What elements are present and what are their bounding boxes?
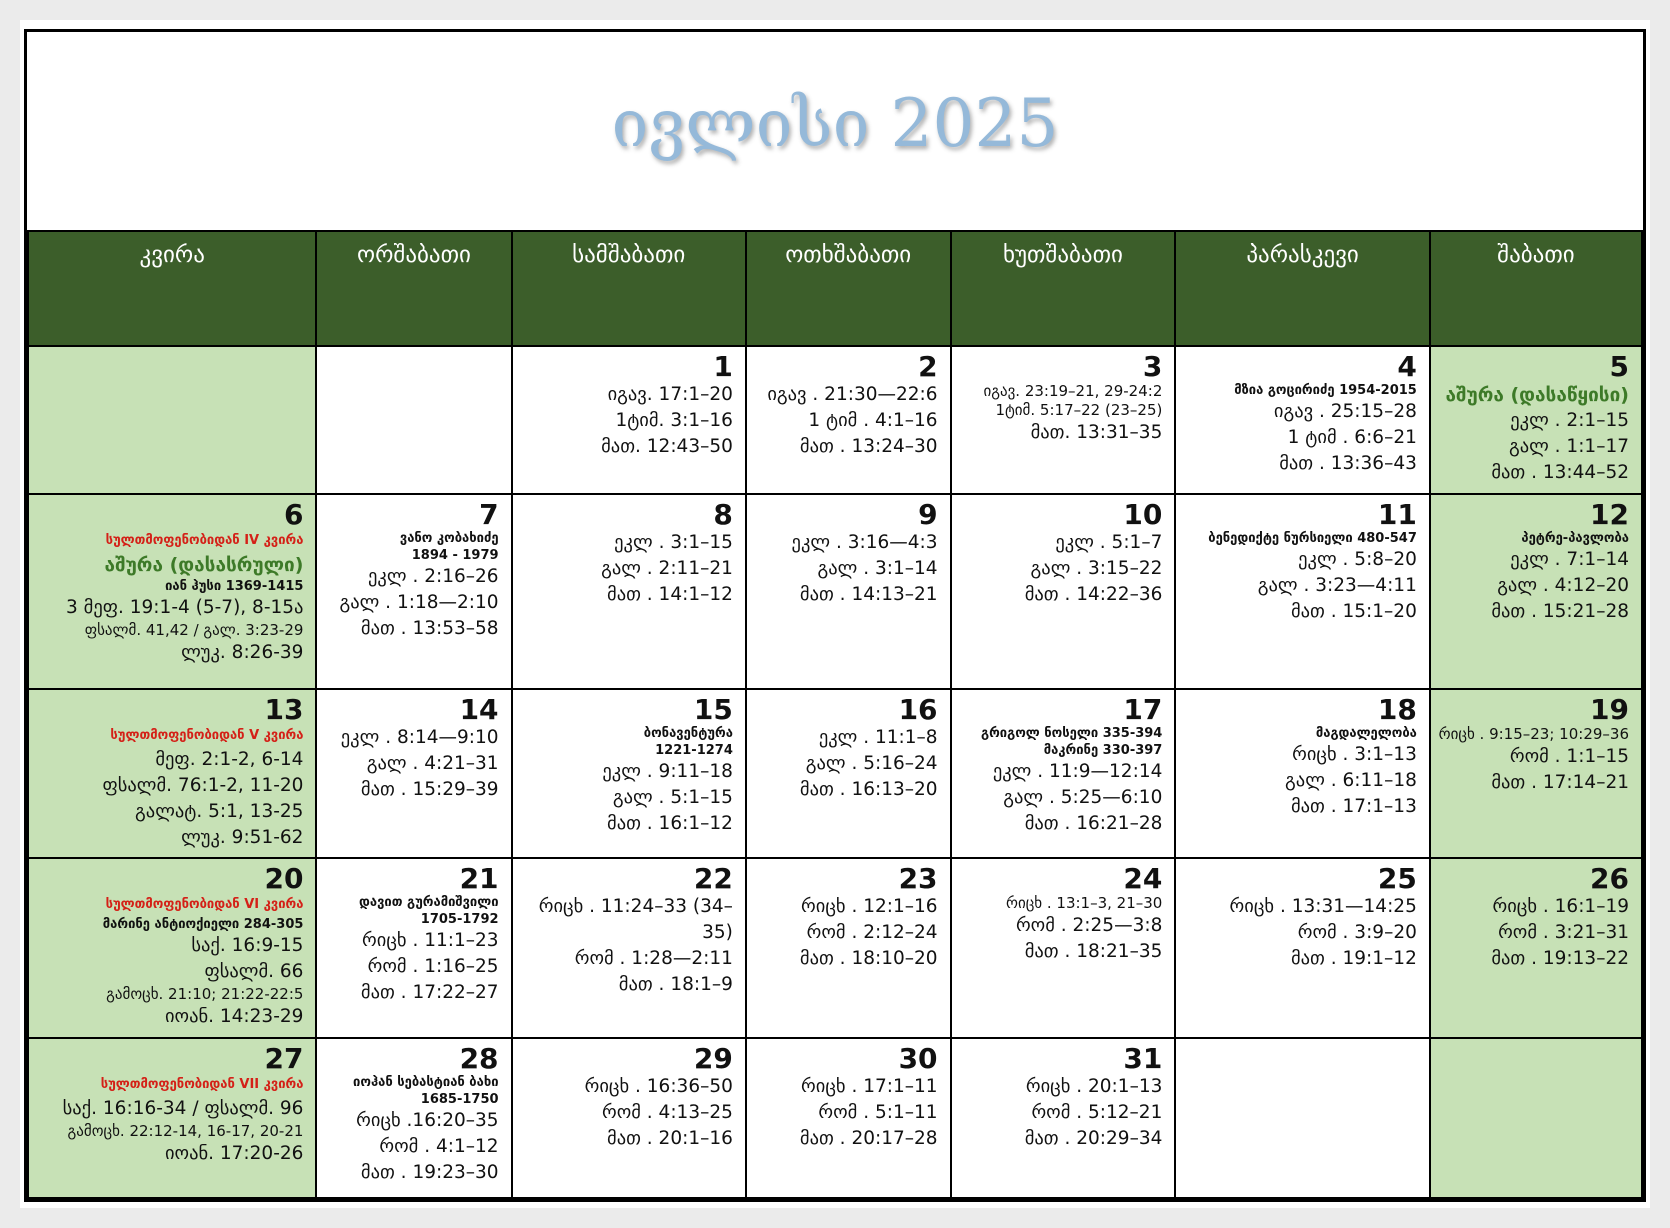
day-cell — [746, 346, 951, 494]
reading-line: ეკლ . 2:1–15 — [1510, 410, 1629, 431]
reading-line: რიცხ . 11:24–33 (34–35) — [538, 896, 733, 944]
day-cell — [1430, 689, 1642, 858]
day-number: 28 — [459, 1041, 499, 1075]
day-cell — [512, 346, 746, 494]
day-number: 22 — [693, 862, 733, 896]
day-number: 16 — [898, 692, 938, 726]
commemoration-label: 1221-1274 — [655, 742, 733, 758]
reading-line: რიცხ . 16:36–50 — [584, 1075, 733, 1097]
day-cell — [316, 494, 511, 689]
day-cell — [316, 858, 511, 1038]
reading-line: ფსალმ. 76:1-2, 11-20 — [102, 774, 304, 796]
reading-line: იგავ. 17:1–20 — [607, 384, 733, 405]
reading-line: მათ . 14:1–12 — [607, 583, 733, 605]
day-cell — [951, 346, 1176, 494]
reading-line: რომ . 2:25—3:8 — [1015, 915, 1163, 937]
reading-line: მათ . 17:22–27 — [360, 982, 499, 1004]
day-cell — [1175, 858, 1430, 1038]
reading-line: 1 ტიმ . 6:6–21 — [1287, 427, 1417, 448]
commemoration-label: იოჰან სებასტიან ბახი — [353, 1074, 499, 1090]
week-row — [28, 689, 1642, 858]
day-cell — [512, 858, 746, 1038]
reading-line: 1ტიმ. 5:17–22 (23–25) — [995, 401, 1163, 419]
title-band — [27, 32, 1643, 230]
reading-line: მათ . 20:17–28 — [799, 1127, 938, 1149]
day-number: 3 — [1142, 350, 1163, 383]
reading-line: ეკლ . 3:16—4:3 — [791, 531, 938, 553]
reading-line: მათ . 14:13–21 — [799, 583, 938, 605]
day-cell — [951, 858, 1176, 1038]
reading-line: გალ . 5:16–24 — [805, 752, 938, 774]
reading-line: გალ . 1:1–17 — [1508, 436, 1629, 457]
day-cell — [1175, 689, 1430, 858]
day-cell — [316, 1038, 511, 1198]
reading-line: მათ . 16:21–28 — [1024, 812, 1163, 834]
reading-line: იოან. 17:20-26 — [164, 1142, 304, 1164]
reading-line: ეკლ . 11:1–8 — [818, 726, 938, 748]
commemoration-label: 1894 - 1979 — [411, 547, 499, 563]
reading-line: მათ . 15:1–20 — [1291, 600, 1417, 622]
reading-line: რიცხ . 9:15–23; 10:29–36 — [1438, 724, 1629, 743]
reading-line: მათ . 19:1–12 — [1291, 948, 1417, 970]
reading-line: გალატ. 5:1, 13-25 — [135, 800, 304, 822]
reading-line: 3 მეფ. 19:1-4 (5-7), 8-15ა — [66, 596, 304, 618]
reading-line: ეკლ . 9:11–18 — [602, 760, 733, 782]
reading-line: საქ. 16:9-15 — [191, 935, 304, 957]
day-number: 17 — [1123, 692, 1163, 726]
day-cell — [1430, 1038, 1642, 1198]
reading-line: ფსალმ. 41,42 / გალ. 3:23-29 — [84, 620, 304, 639]
day-number: 6 — [283, 497, 304, 531]
day-cell — [1430, 494, 1642, 689]
observance-label: აშურა (დასაწყისი) — [1445, 384, 1629, 406]
day-number: 9 — [918, 497, 938, 531]
day-cell — [1175, 1038, 1430, 1198]
reading-line: რომ . 3:9–20 — [1297, 922, 1417, 944]
commemoration-label: მაკრინე 330-397 — [1043, 742, 1163, 758]
reading-line: რიცხ . 12:1–16 — [801, 896, 938, 918]
weekday-header-row — [28, 231, 1642, 346]
reading-line: გამოცხ. 21:10; 21:22-22:5 — [106, 985, 304, 1004]
season-label: სულთმოფენობიდან IV კვირა — [105, 532, 304, 548]
reading-line: ეკლ . 5:1–7 — [1055, 531, 1163, 553]
commemoration-label: დავით გურამიშვილი — [359, 895, 499, 911]
day-cell — [1430, 346, 1642, 494]
reading-line: მეფ. 2:1-2, 6-14 — [155, 748, 304, 770]
day-number: 1 — [713, 350, 733, 383]
day-cell — [512, 494, 746, 689]
reading-line: რომ . 3:21–31 — [1498, 922, 1629, 944]
day-cell — [746, 1038, 951, 1198]
day-cell — [512, 1038, 746, 1198]
reading-line: ლუკ. 9:51-62 — [181, 826, 304, 848]
week-row — [28, 494, 1642, 689]
commemoration-label: ბენედიქტე ნურსიელი 480-547 — [1208, 530, 1417, 546]
day-number: 15 — [693, 692, 733, 726]
day-number: 2 — [918, 350, 938, 383]
month-title: ივლისი 2025 — [611, 84, 1059, 162]
reading-line: მათ. 12:43–50 — [601, 436, 733, 457]
day-cell — [746, 494, 951, 689]
week-row — [28, 858, 1642, 1038]
reading-line: ეკლ . 2:16–26 — [368, 565, 499, 587]
reading-line: იგავ. 23:19–21, 29-24:2 — [983, 382, 1163, 400]
reading-line: 1 ტიმ . 4:1–16 — [808, 410, 938, 431]
reading-line: გალ . 3:23—4:11 — [1257, 574, 1417, 596]
day-cell — [28, 346, 316, 494]
reading-line: მათ . 13:44–52 — [1491, 462, 1629, 483]
reading-line: რიცხ . 20:1–13 — [1025, 1075, 1163, 1097]
weekday-header: სამშაბათი — [512, 231, 746, 346]
day-cell — [951, 1038, 1176, 1198]
calendar-page — [20, 20, 1650, 1208]
day-number: 25 — [1377, 862, 1417, 896]
day-number: 12 — [1590, 497, 1629, 531]
reading-line: რომ . 1:28—2:11 — [574, 948, 733, 970]
day-number: 21 — [459, 862, 499, 896]
reading-line: მათ . 19:23–30 — [360, 1161, 499, 1183]
reading-line: ეკლ . 7:1–14 — [1510, 548, 1629, 570]
reading-line: მათ . 16:1–12 — [607, 812, 733, 834]
day-cell — [512, 689, 746, 858]
day-cell — [1175, 494, 1430, 689]
day-cell — [951, 494, 1176, 689]
reading-line: გალ . 5:1–15 — [612, 786, 733, 808]
reading-line: გალ . 3:1–14 — [817, 557, 938, 579]
weekday-header: კვირა — [28, 231, 316, 346]
reading-line: რომ . 2:12–24 — [806, 922, 938, 944]
reading-line: საქ. 16:16-34 / ფსალმ. 96 — [62, 1097, 304, 1119]
day-number: 7 — [479, 497, 499, 531]
reading-line: მათ . 16:13–20 — [799, 778, 938, 800]
day-number: 24 — [1123, 862, 1163, 896]
season-label: სულთმოფენობიდან VII კვირა — [100, 1076, 304, 1092]
day-number: 23 — [898, 862, 938, 896]
reading-line: რიცხ . 13:31—14:25 — [1229, 896, 1417, 918]
day-number: 20 — [264, 862, 304, 896]
season-label: სულთმოფენობიდან V კვირა — [110, 727, 304, 743]
reading-line: რიცხ . 13:1–3, 21–30 — [1006, 894, 1163, 913]
reading-line: რიცხ . 16:1–19 — [1492, 896, 1629, 918]
day-number: 29 — [693, 1041, 733, 1075]
day-number: 30 — [898, 1041, 938, 1075]
reading-line: მათ . 13:36–43 — [1279, 453, 1417, 474]
day-number: 4 — [1397, 350, 1417, 383]
day-number: 11 — [1377, 497, 1417, 531]
weekday-header: ხუთშაბათი — [951, 231, 1176, 346]
day-cell — [1430, 858, 1642, 1038]
reading-line: ეკლ . 8:14—9:10 — [340, 726, 499, 748]
reading-line: მათ . 13:53–58 — [360, 617, 499, 639]
commemoration-label: ბონავენტურა — [643, 725, 733, 741]
day-number: 13 — [264, 692, 304, 726]
reading-line: რიცხ . 11:1–23 — [362, 930, 499, 952]
reading-line: მათ . 17:1–13 — [1291, 795, 1417, 817]
reading-line: რიცხ . 17:1–11 — [801, 1075, 938, 1097]
day-number: 10 — [1123, 497, 1163, 531]
day-cell — [316, 689, 511, 858]
day-cell — [28, 494, 316, 689]
reading-line: რომ . 5:12–21 — [1031, 1101, 1163, 1123]
weekday-header: ორშაბათი — [316, 231, 511, 346]
weekday-header: პარასკევი — [1175, 231, 1430, 346]
reading-line: მათ . 15:21–28 — [1491, 600, 1629, 622]
day-number: 8 — [713, 497, 733, 531]
day-cell — [746, 858, 951, 1038]
reading-line: რომ . 1:16–25 — [367, 956, 499, 978]
reading-line: რომ . 1:1–15 — [1509, 745, 1629, 767]
reading-line: მათ . 20:1–16 — [607, 1127, 733, 1149]
season-label: სულთმოფენობიდან VI კვირა — [105, 897, 304, 913]
calendar-frame — [24, 29, 1646, 1202]
day-number: 19 — [1590, 692, 1629, 726]
reading-line: იგავ . 21:30—22:6 — [767, 384, 938, 405]
reading-line: რომ . 4:1–12 — [379, 1135, 499, 1157]
day-cell — [28, 858, 316, 1038]
reading-line: გამოცხ. 22:12-14, 16-17, 20-21 — [67, 1121, 304, 1140]
reading-line: ლუკ. 8:26-39 — [181, 641, 304, 663]
commemoration-label: მაგდალელობა — [1315, 725, 1417, 741]
day-number: 5 — [1609, 350, 1629, 383]
reading-line: მათ . 15:29–39 — [360, 778, 499, 800]
day-number: 14 — [459, 692, 499, 726]
reading-line: ფსალმ. 66 — [204, 961, 304, 983]
reading-line: იგავ . 25:15–28 — [1273, 401, 1417, 422]
reading-line: მათ. 13:31–35 — [1030, 422, 1163, 443]
day-number: 18 — [1377, 692, 1417, 726]
day-cell — [951, 689, 1176, 858]
reading-line: მათ . 17:14–21 — [1491, 771, 1629, 793]
reading-line: რიცხ . 3:1–13 — [1292, 743, 1417, 765]
commemoration-label: მზია გოცირიძე 1954-2015 — [1234, 383, 1417, 398]
day-cell — [1175, 346, 1430, 494]
week-row — [28, 1038, 1642, 1198]
observance-label: აშურა (დასასრული) — [104, 553, 304, 576]
day-number: 31 — [1123, 1041, 1163, 1075]
day-number: 26 — [1590, 862, 1629, 896]
day-number: 27 — [264, 1041, 304, 1075]
reading-line: რიცხ .16:20–35 — [356, 1109, 499, 1131]
commemoration-label: 1705-1792 — [420, 912, 499, 928]
commemoration-label: პეტრე-პავლობა — [1521, 530, 1629, 546]
day-cell — [28, 1038, 316, 1198]
commemoration-label: 1685-1750 — [420, 1091, 499, 1107]
weekday-header: ოთხშაბათი — [746, 231, 951, 346]
commemoration-label: გრიგოლ ნოსელი 335-394 — [981, 725, 1163, 741]
reading-line: მათ . 18:1–9 — [618, 974, 733, 996]
reading-line: გალ . 2:11–21 — [601, 557, 733, 579]
reading-line: იოან. 14:23-29 — [164, 1006, 304, 1028]
reading-line: ეკლ . 11:9—12:14 — [992, 760, 1163, 782]
reading-line: გალ . 4:12–20 — [1497, 574, 1629, 596]
day-cell — [316, 346, 511, 494]
reading-line: მათ . 14:22–36 — [1024, 583, 1163, 605]
reading-line: რომ . 4:13–25 — [601, 1101, 733, 1123]
reading-line: ეკლ . 3:1–15 — [614, 531, 733, 553]
reading-line: ეკლ . 5:8–20 — [1298, 548, 1417, 570]
reading-line: გალ . 5:25—6:10 — [1003, 786, 1163, 808]
calendar-grid — [27, 230, 1643, 1199]
reading-line: მათ . 18:21–35 — [1024, 941, 1163, 963]
day-cell — [746, 689, 951, 858]
reading-line: მათ . 20:29–34 — [1024, 1127, 1163, 1149]
day-cell — [28, 689, 316, 858]
week-row — [28, 346, 1642, 494]
weekday-header: შაბათი — [1430, 231, 1642, 346]
reading-line: გალ . 1:18—2:10 — [339, 591, 499, 613]
reading-line: 1ტიმ. 3:1–16 — [615, 410, 733, 431]
reading-line: მათ . 19:13–22 — [1491, 948, 1629, 970]
reading-line: მათ . 18:10–20 — [799, 948, 938, 970]
reading-line: გალ . 4:21–31 — [366, 752, 499, 774]
reading-line: გალ . 3:15–22 — [1030, 557, 1163, 579]
commemoration-label: მარინე ანტიოქიელი 284-305 — [102, 917, 304, 933]
reading-line: რომ . 5:1–11 — [818, 1101, 938, 1123]
commemoration-label: იან ჰუსი 1369-1415 — [165, 578, 304, 594]
reading-line: გალ . 6:11–18 — [1285, 769, 1417, 791]
commemoration-label: ვანო კობახიძე — [399, 530, 499, 546]
reading-line: მათ . 13:24–30 — [799, 436, 938, 457]
